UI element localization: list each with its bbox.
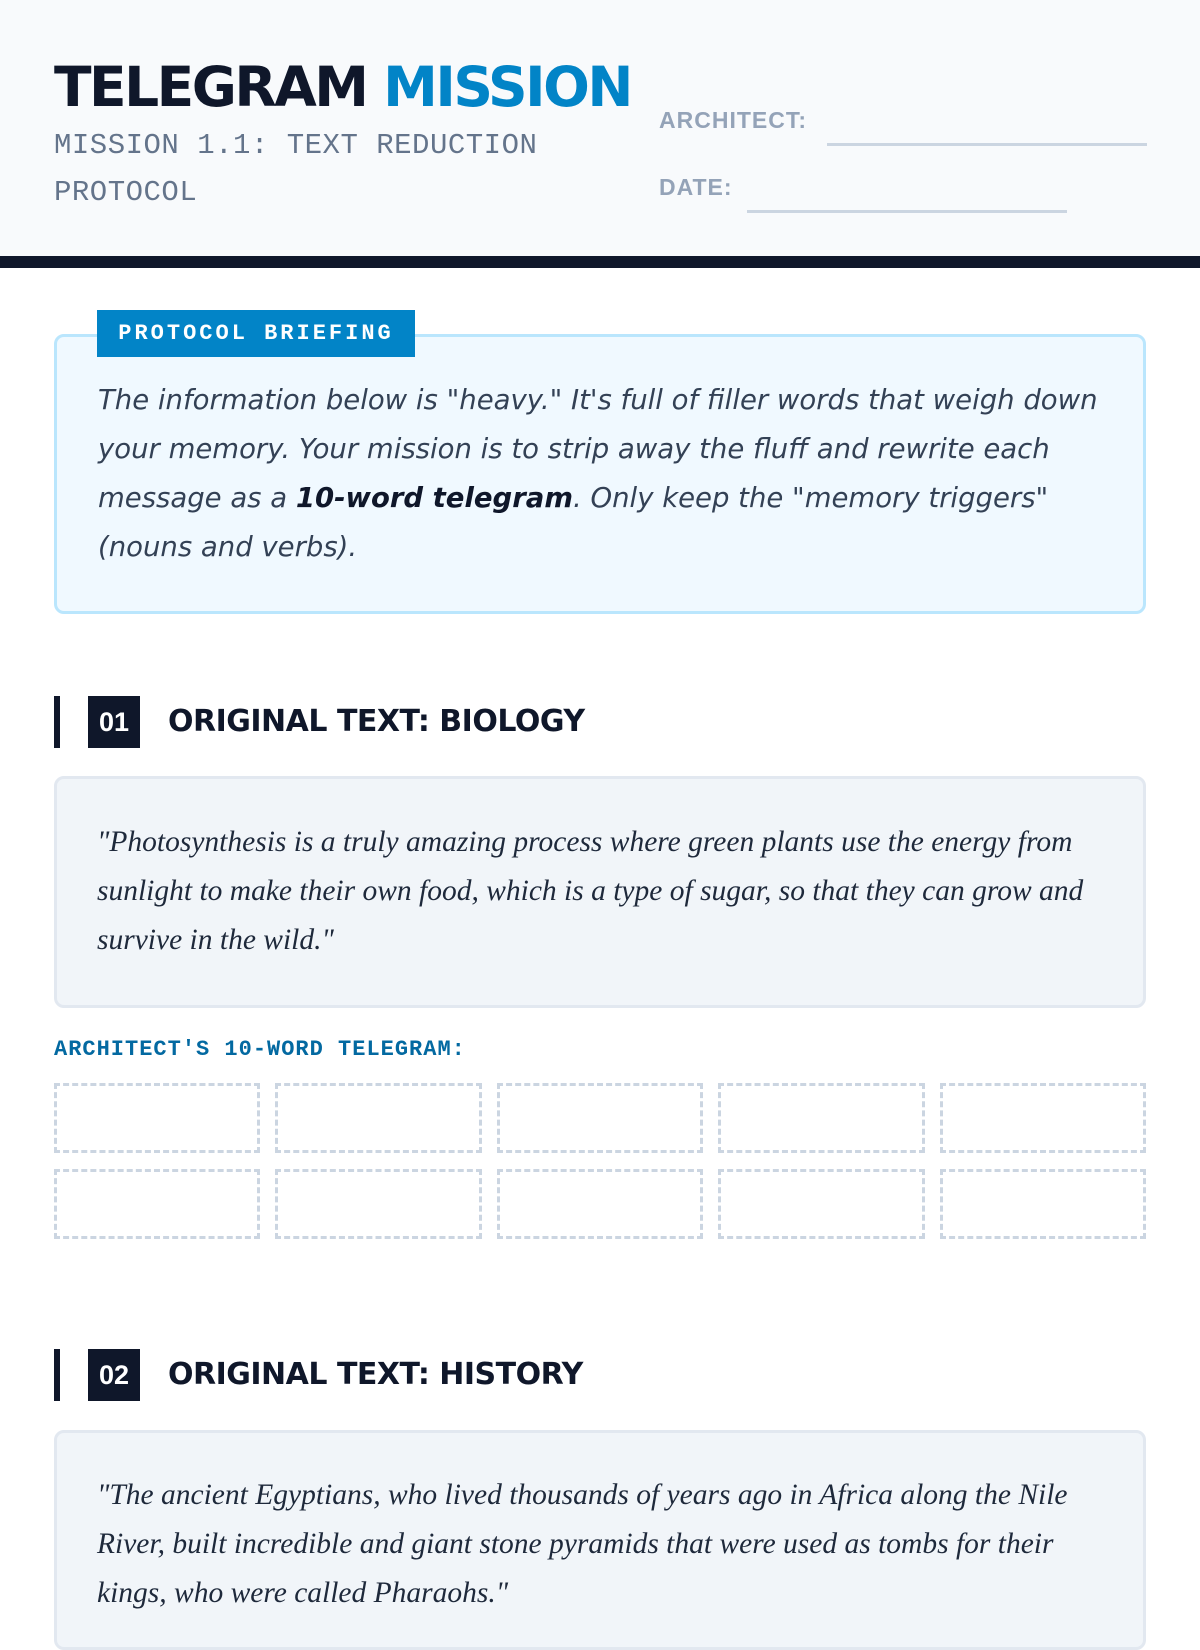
telegram-word-box[interactable] (718, 1083, 924, 1153)
telegram-label: ARCHITECT'S 10-WORD TELEGRAM: (54, 1037, 466, 1062)
telegram-word-grid (54, 1083, 1146, 1239)
telegram-word-box[interactable] (718, 1169, 924, 1239)
section-1-bar (54, 696, 60, 748)
section-2-number: 02 (88, 1349, 140, 1401)
telegram-word-box[interactable] (497, 1169, 703, 1239)
briefing-text (98, 376, 1108, 572)
section-1-number: 01 (88, 696, 140, 748)
title-part-telegram: TELEGRAM (54, 55, 367, 119)
section-2-quote: "The ancient Egyptians, who lived thousands of years ago in Africa along the Nile River, built incredible and giant stone pyramids that were used as tombs for their kings, who were called Pharaohs." (97, 1479, 1068, 1609)
briefing-text-end: . Only keep the "memory triggers" (nouns and verbs). (98, 482, 1049, 563)
briefing-text-start: The information below is "heavy." It's full of filler words that weigh down your memory. Your mission is to strip away the fluff and rewrite each message as a (98, 384, 1098, 514)
section-1-quote: "Photosynthesis is a truly amazing process where green plants use the energy from sunlight to make their own food, which is a type of sugar, so that they can grow and survive in the wild." (97, 826, 1084, 956)
briefing-tag: PROTOCOL BRIEFING (97, 310, 415, 357)
telegram-word-box[interactable] (497, 1083, 703, 1153)
telegram-word-box[interactable] (275, 1169, 481, 1239)
page-subtitle: MISSION 1.1: TEXT REDUCTION PROTOCOL (54, 129, 538, 209)
telegram-word-box[interactable] (940, 1083, 1146, 1153)
architect-name-line[interactable] (827, 143, 1147, 146)
telegram-word-box[interactable] (54, 1169, 260, 1239)
page-title (54, 52, 631, 122)
date-label: DATE: (659, 174, 733, 200)
worksheet-header (0, 0, 1200, 268)
architect-label: ARCHITECT: (659, 107, 807, 133)
telegram-word-box[interactable] (940, 1169, 1146, 1239)
telegram-word-box[interactable] (54, 1083, 260, 1153)
title-part-mission: MISSION (383, 55, 631, 119)
section-2-title: ORIGINAL TEXT: HISTORY (168, 1357, 583, 1392)
section-1-title: ORIGINAL TEXT: BIOLOGY (168, 704, 585, 739)
section-2-bar (54, 1349, 60, 1401)
briefing-text-bold: 10-word telegram (295, 482, 573, 514)
date-line[interactable] (747, 210, 1067, 213)
telegram-word-box[interactable] (275, 1083, 481, 1153)
